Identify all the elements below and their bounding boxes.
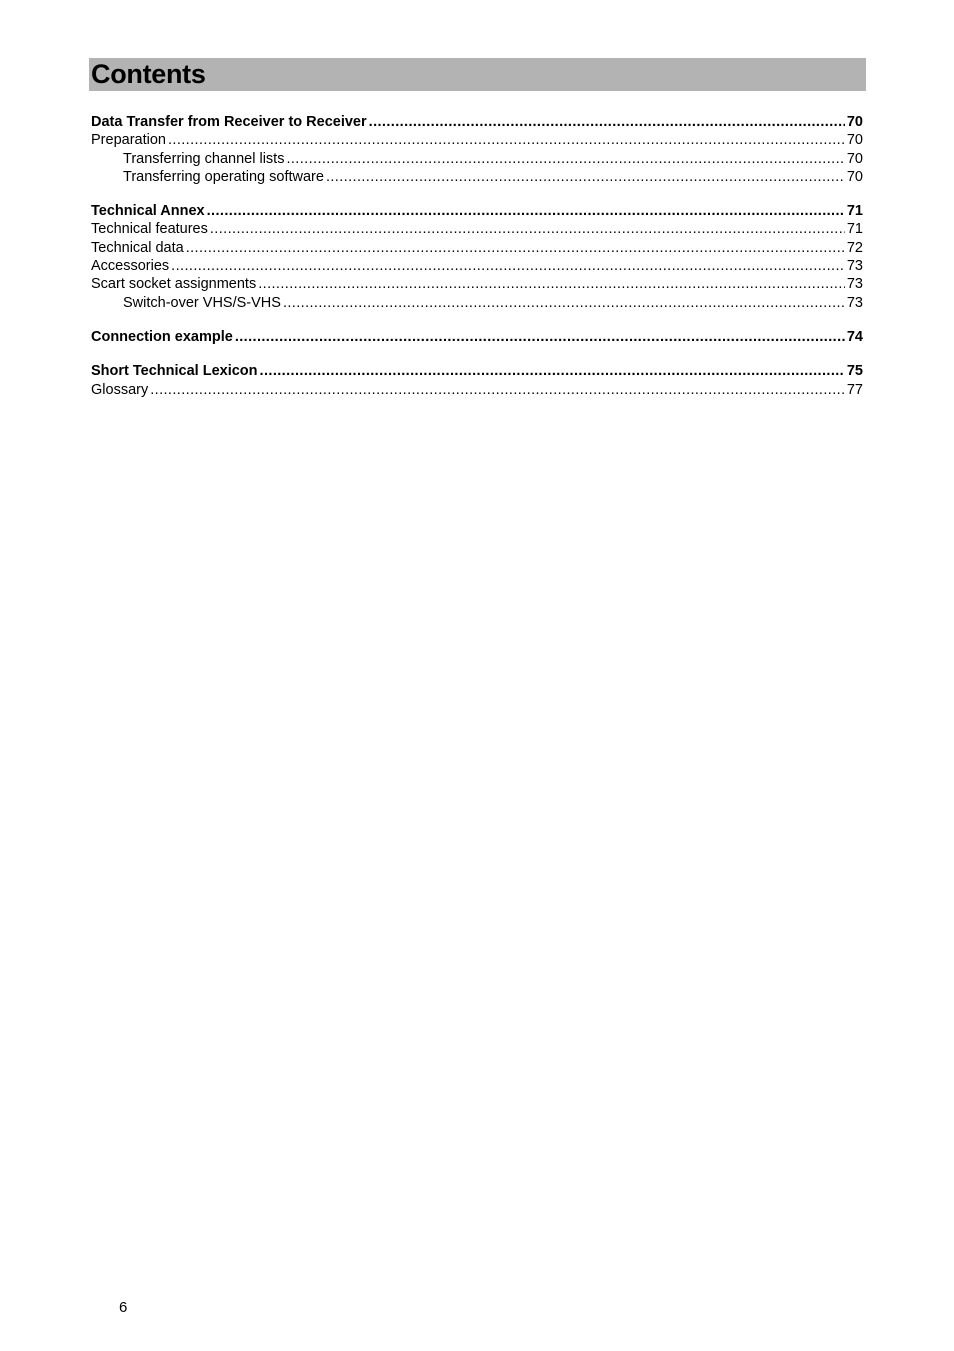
toc-dot-leader: [171, 257, 845, 275]
toc-entry-page: 77: [846, 381, 863, 398]
toc-entry-label: Scart socket assignments: [91, 276, 257, 293]
toc-entry[interactable]: [91, 381, 863, 399]
toc-dot-leader: [150, 381, 845, 399]
toc-entry-label: Data Transfer from Receiver to Receiver: [91, 114, 367, 130]
page-title: Contents: [91, 59, 206, 89]
toc-dot-leader: [286, 150, 844, 168]
toc-entry-page: 70: [846, 168, 863, 185]
toc-entry-label: Accessories: [91, 258, 170, 275]
toc-dot-leader: [260, 362, 845, 380]
toc-entry[interactable]: [91, 239, 863, 257]
table-of-contents: [91, 113, 863, 415]
page-number: 6: [119, 1299, 128, 1316]
toc-dot-leader: [369, 113, 845, 131]
title-bar: [89, 58, 866, 91]
toc-entry-label: Connection example: [91, 328, 233, 345]
toc-entry-label: Technical data: [91, 239, 184, 256]
toc-entry-page: 71: [846, 221, 863, 238]
toc-dot-leader: [235, 328, 845, 346]
toc-section: [91, 113, 863, 186]
toc-entry[interactable]: [91, 168, 863, 186]
toc-section: [91, 328, 863, 346]
toc-entry-label: Short Technical Lexicon: [91, 363, 258, 380]
toc-entry[interactable]: [91, 362, 863, 380]
toc-entry-page: 71: [846, 203, 863, 220]
toc-dot-leader: [258, 275, 845, 293]
toc-entry-page: 74: [846, 328, 863, 345]
toc-entry-label: Transferring operating software: [123, 168, 324, 185]
toc-entry-page: 73: [846, 258, 863, 275]
toc-entry[interactable]: [91, 275, 863, 293]
toc-entry-page: 73: [846, 294, 863, 311]
toc-entry[interactable]: [91, 131, 863, 149]
toc-section: [91, 202, 863, 312]
toc-entry[interactable]: [91, 257, 863, 275]
toc-dot-leader: [186, 239, 845, 257]
toc-entry-page: 70: [846, 114, 863, 130]
toc-dot-leader: [210, 220, 845, 238]
toc-entry-label: Technical Annex: [91, 203, 205, 220]
toc-entry-label: Preparation: [91, 132, 166, 149]
toc-dot-leader: [283, 294, 845, 312]
toc-entry-page: 70: [846, 150, 863, 167]
toc-dot-leader: [168, 131, 845, 149]
toc-entry-page: 72: [846, 239, 863, 256]
toc-entry-label: Switch-over VHS/S-VHS: [123, 294, 281, 311]
toc-entry-page: 75: [846, 363, 863, 380]
toc-entry[interactable]: [91, 113, 863, 131]
toc-entry-page: 70: [846, 132, 863, 149]
toc-dot-leader: [207, 202, 845, 220]
toc-entry[interactable]: [91, 220, 863, 238]
toc-entry[interactable]: [91, 202, 863, 220]
toc-entry-label: Transferring channel lists: [123, 150, 285, 167]
toc-entry[interactable]: [91, 328, 863, 346]
toc-section: [91, 362, 863, 399]
toc-entry-label: Glossary: [91, 381, 149, 398]
toc-entry[interactable]: [91, 150, 863, 168]
toc-dot-leader: [326, 168, 845, 186]
toc-entry-page: 73: [846, 276, 863, 293]
toc-entry-label: Technical features: [91, 221, 208, 238]
toc-entry[interactable]: [91, 294, 863, 312]
